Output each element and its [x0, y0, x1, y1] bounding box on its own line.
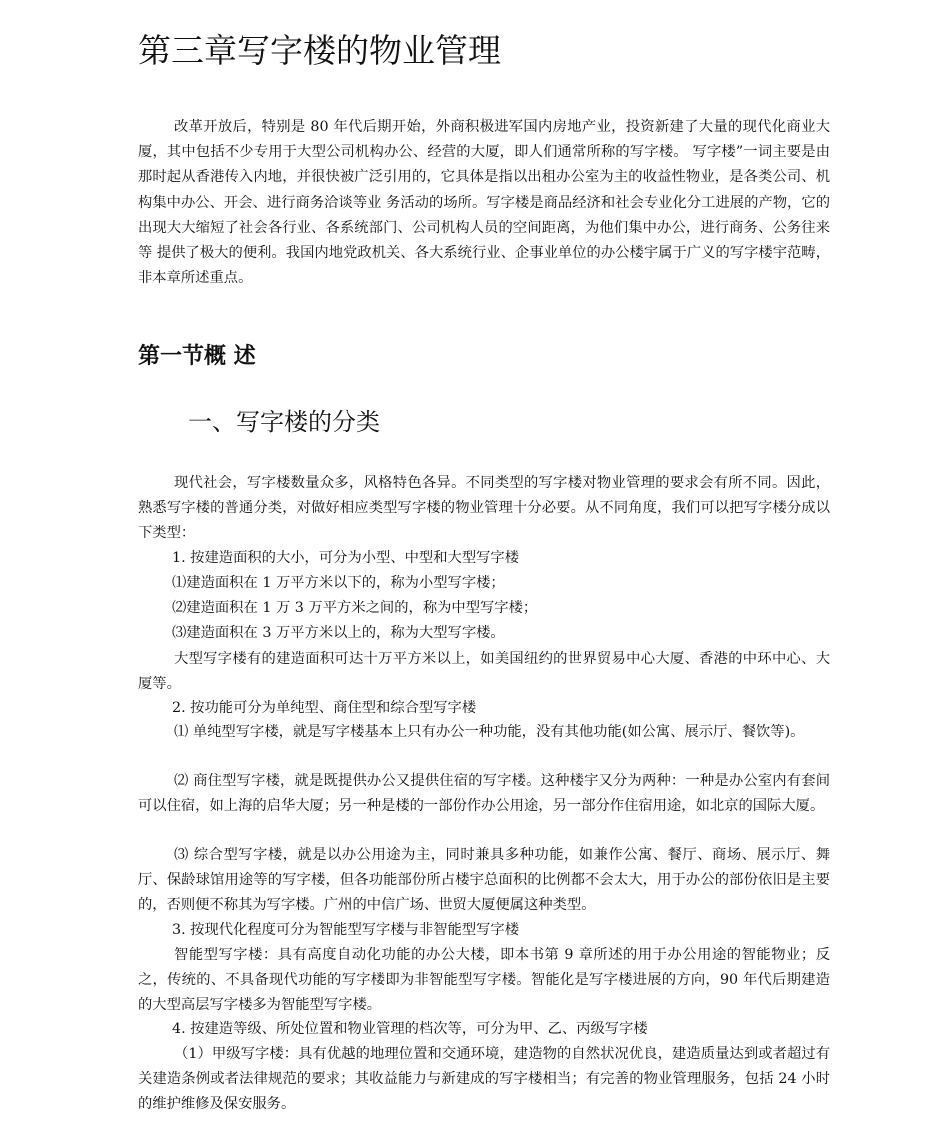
list2-item: ⑴ 单纯型写字楼，就是写字楼基本上只有办公一种功能，没有其他功能(如公寓、展示厅、餐饮等)。 — [174, 724, 805, 740]
section-title: 第一节概 述 — [138, 344, 256, 369]
list1-note: 大型写字楼有的建造面积可达十万平方米以上，如美国纽约的世界贸易中心大厦、香港的中环中心、大厦等。 — [138, 651, 830, 693]
chapter-title: 第三章写字楼的物业管理 — [138, 31, 501, 70]
list2-item: ⑶ 综合型写字楼，就是以办公用途为主，同时兼具多种功能，如兼作公寓、餐厅、商场、展示厅、舞厅、保龄球馆用途等的写字楼，但各功能部份所占楼宇总面积的比例都不会太大，用于办公的部份依旧是主要的，否则便不称其为写字楼。广州的中信广场、世贸大厦便属这种类型。 — [138, 847, 830, 914]
list1-item: ⑴建造面积在 1 万平方米以下的，称为小型写字楼； — [172, 575, 505, 591]
list1-item: ⑶建造面积在 3 万平方米以上的，称为大型写字楼。 — [172, 625, 505, 641]
list4-heading: 4. 按建造等级、所处位置和物业管理的档次等，可分为甲、乙、丙级写字楼 — [172, 1021, 648, 1037]
intro-paragraph: 改革开放后，特别是 80 年代后期开始，外商积极进军国内房地产业，投资新建了大量的现代化商业大厦，其中包括不少专用于大型公司机构办公、经营的大厦，即人们通常所称的写字楼。 写字楼”一词主要是由那时起从香港传入内地，并很快被广泛引用的，它具体是指以出租办公室为主的收益性物业，是各类公司、机构集中办公、开会、进行商务洽谈等业 务活动的场所。写字楼是商品经济和社会专业化分工进展的产物，它的出现大大缩短了社会各行业、各系统部门、公司机构人员的空间距离，为他们集中办公，进行商务、公务往来等 提供了极大的便利。我国内地党政机关、各大系统行业、企事业单位的办公楼宇属于广义的写字楼宇范畴，非本章所述重点。 — [138, 119, 830, 287]
classification-intro-paragraph: 现代社会，写字楼数量众多，风格特色各异。不同类型的写字楼对物业管理的要求会有所不同。因此，熟悉写字楼的普通分类，对做好相应类型写字楼的物业管理十分必要。从不同角度，我们可以把写字楼分成以下类型： — [138, 475, 830, 542]
list2-heading: 2. 按功能可分为单纯型、商住型和综合型写字楼 — [172, 700, 477, 716]
subsection-title: 一、写字楼的分类 — [188, 408, 380, 436]
list3-text: 智能型写字楼：具有高度自动化功能的办公大楼，即本书第 9 章所述的用于办公用途的智能物业；反之，传统的、不具备现代功能的写字楼即为非智能型写字楼。智能化是写字楼进展的方向，90 年代后期建造的大型高层写字楼多为智能型写字楼。 — [138, 947, 830, 1014]
list1-item: ⑵建造面积在 1 万 3 万平方米之间的，称为中型写字楼； — [172, 600, 538, 616]
list1-heading: 1. 按建造面积的大小，可分为小型、中型和大型写字楼 — [172, 550, 520, 566]
list2-item: ⑵ 商住型写字楼，就是既提供办公又提供住宿的写字楼。这种楼宇又分为两种：一种是办公室内有套间可以住宿，如上海的启华大厦；另一种是楼的一部份作办公用途，另一部分作住宿用途，如北京的国际大厦。 — [138, 773, 830, 815]
list4-item: （1）甲级写字楼：具有优越的地理位置和交通环境，建造物的自然状况优良，建造质量达到或者超过有关建造条例或者法律规范的要求；其收益能力与新建成的写字楼相当；有完善的物业管理服务，包括 24 小时的维护维修及保安服务。 — [138, 1046, 830, 1113]
list3-heading: 3. 按现代化程度可分为智能型写字楼与非智能型写字楼 — [172, 922, 520, 938]
